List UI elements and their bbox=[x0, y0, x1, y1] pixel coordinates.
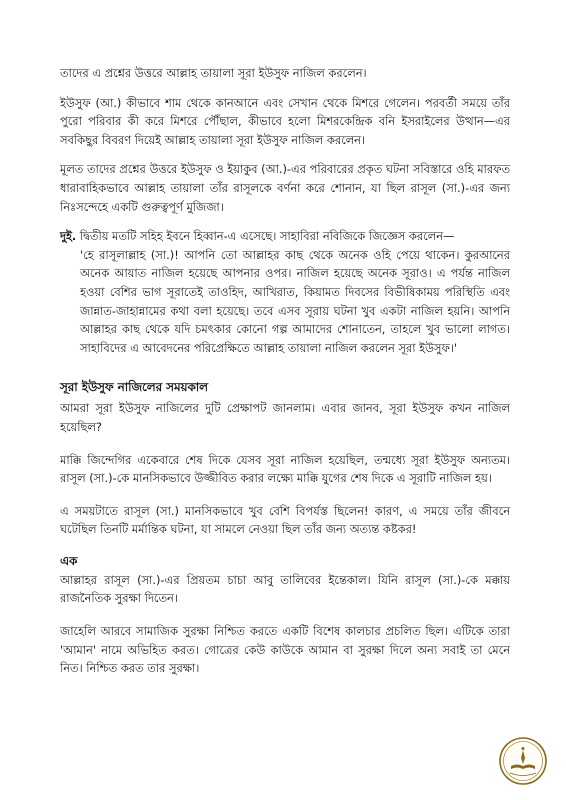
paragraph-4-text: দ্বিতীয় মতটি সহিহ ইবনে হিব্বান-এ এসেছে। সাহাবিরা নবিজিকে জিজ্ঞেস করলেন— bbox=[76, 229, 455, 244]
publisher-book-logo-icon bbox=[498, 736, 548, 786]
paragraph-2: ইউসুফ (আ.) কীভাবে শাম থেকে কানআনে এবং সেখান থেকে মিশরে গেলেন। পরবর্তী সময়ে তাঁর পুরো পরিবার কী করে মিশরে পৌঁছাল, কীভাবে হলো মিশরকেন্দ্রিক বনি ইসরাইলের উত্থান—এর সবকিছুর বিবরণ দিয়েই আল্লাহ তায়ালা সূরা ইউসুফ নাজিল করলেন। bbox=[60, 95, 510, 147]
paragraph-1: তাদের এ প্রশ্নের উত্তরে আল্লাহ তায়ালা সূরা ইউসুফ নাজিল করলেন। bbox=[60, 66, 367, 80]
paragraph-3: মূলত তাদের প্রশ্নের উত্তরে ইউসুফ ও ইয়াকুব (আ.)-এর পরিবারের প্রকৃত ঘটনা সবিস্তারে ওহি মারফত ধারাবাহিকভাবে আল্লাহ তায়ালা তাঁর রাসূলকে বর্ণনা করে শোনান, যা ছিল রাসূল (সা.)-এর জন্য নিঃসন্দেহে একটি গুরুত্বপূর্ণ মুজিজা। bbox=[60, 162, 510, 214]
hadith-quote: 'হে রাসূলাল্লাহ (সা.)! আপনি তো আল্লাহর কাছ থেকে অনেক ওহি পেয়ে থাকেন। কুরআনের অনেক আয়াত নাজিল হয়েছে আপনার ওপর। নাজিল হয়েছে অনেক সূরাও। এ পর্যন্ত নাজিল হওয়া বেশির ভাগ সূরাতেই তাওহিদ, আখিরাত, কিয়ামত দিবসের বিভীষিকাময় পরিস্থিতি এবং জান্নাত-জাহান্নামের কথা বলা হয়েছে। তবে এসব সূরায় ঘটনা খুব একটা নাজিল হয়নি। আপনি আল্লাহর কাছ থেকে যদি চমৎকার কোনো গল্প আমাদের শোনাতেন, তাহলে খুব ভালো লাগত। সাহাবিদের এ আবেদনের পরিপ্রেক্ষিতে আল্লাহ তায়ালা নাজিল করলেন সূরা ইউসুফ।' bbox=[80, 247, 510, 355]
section-paragraph-5: জাহেলি আরবে সামাজিক সুরক্ষা নিশ্চিত করতে একটি বিশেষ কালচার প্রচলিত ছিল। এটিকে তারা 'আমান' নামে অভিহিত করত। গোত্রের কেউ কাউকে আমান বা সুরক্ষা দিলে অন্য সবাই তা মেনে নিত। নিশ্চিত করত তার সুরক্ষা। bbox=[60, 624, 510, 676]
point-two-label: দুই. bbox=[60, 229, 77, 244]
page-content bbox=[60, 64, 510, 678]
paragraph-4 bbox=[60, 227, 510, 246]
section-heading: সূরা ইউসুফ নাজিলের সময়কাল bbox=[60, 380, 208, 395]
section-paragraph-2: মাক্কি জিন্দেগির একেবারে শেষ দিকে যেসব সূরা নাজিল হয়েছিল, তন্মধ্যে সূরা ইউসুফ অন্যতম। রাসূল (সা.)-কে মানসিকভাবে উজ্জীবিত করার লক্ষ্যে মাক্কি যুগের শেষ দিকে এ সূরাটি নাজিল হয়। bbox=[60, 452, 510, 486]
section-paragraph-4: আল্লাহর রাসূল (সা.)-এর প্রিয়তম চাচা আবু তালিবের ইন্তেকাল। যিনি রাসূল (সা.)-কে মক্কায় রাজনৈতিক সুরক্ষা দিতেন। bbox=[60, 572, 510, 606]
subheading-one: এক bbox=[60, 553, 78, 568]
section-paragraph-1: আমরা সূরা ইউসুফ নাজিলের দুটি প্রেক্ষাপট জানলাম। এবার জানব, সূরা ইউসুফ কখন নাজিল হয়েছিল? bbox=[60, 401, 510, 434]
section-paragraph-3: এ সময়টাতে রাসূল (সা.) মানসিকভাবে খুব বেশি বিপর্যস্ত ছিলেন! কারণ, এ সময়ে তাঁর জীবনে ঘটেছিল তিনটি মর্মান্তিক ঘটনা, যা সামলে নেওয়া ছিল তাঁর জন্য অত্যন্ত কষ্টকর! bbox=[60, 503, 510, 537]
